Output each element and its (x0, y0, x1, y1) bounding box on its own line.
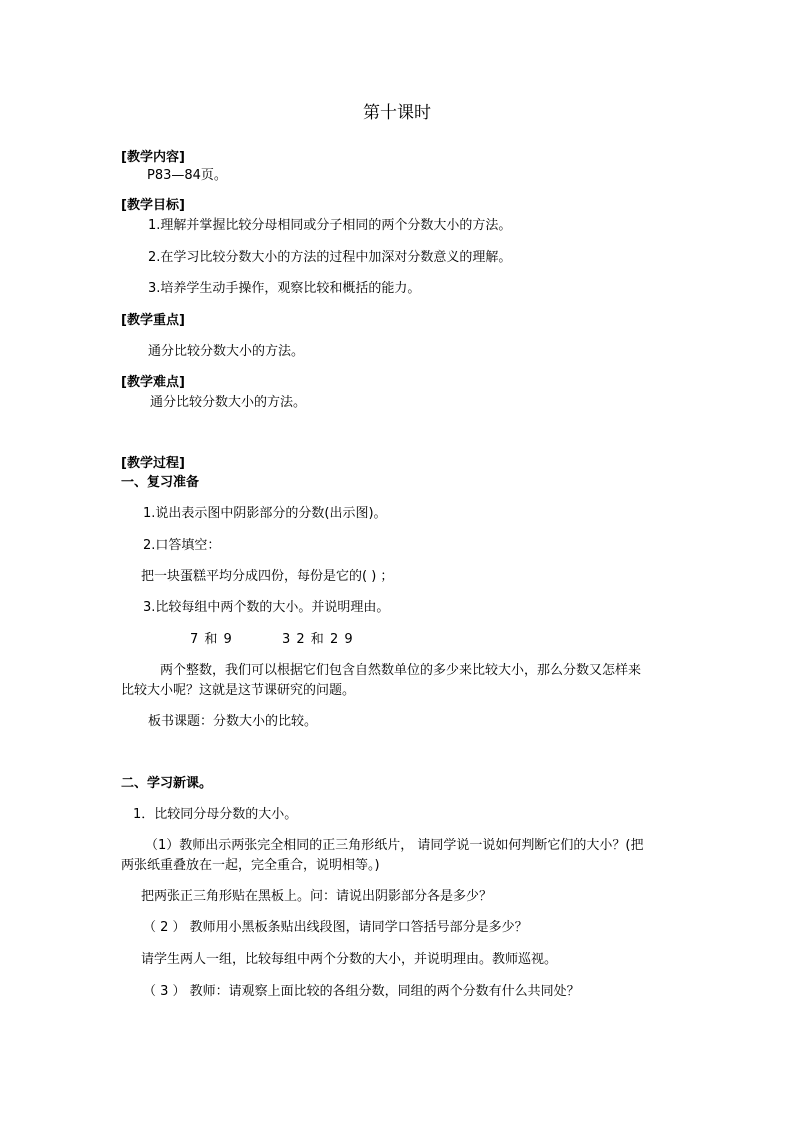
intro-paragraph-line-1: 两个整数，我们可以根据它们包含自然数单位的多少来比较大小，那么分数又怎样来 (160, 663, 642, 678)
section-2-heading: 二、学习新课。 (121, 776, 213, 791)
number-pair-1: 7 和 9 (190, 632, 233, 647)
goal-item-3: 3.培养学生动手操作，观察比较和概括的能力。 (148, 281, 421, 296)
activity-1-line-2: 两张纸重叠放在一起，完全重合，说明相等。) (121, 858, 380, 873)
goal-item-1: 1.理解并掌握比较分母相同或分子相同的两个分数大小的方法。 (148, 218, 512, 233)
page-title: 第十课时 (363, 103, 431, 123)
review-fill-blank: 把一块蛋糕平均分成四份，每份是它的( ) ； (141, 569, 394, 584)
key-text: 通分比较分数大小的方法。 (148, 344, 305, 359)
difficulty-heading: [教学难点] (121, 375, 185, 390)
activity-1-line-1: （1）教师出示两张完全相同的正三角形纸片， 请同学说一说如何判断它们的大小？(把 (145, 838, 644, 853)
new-item-1: 1．比较同分母分数的大小。 (133, 807, 298, 822)
content-heading: [教学内容] (121, 150, 185, 165)
goal-item-2: 2.在学习比较分数大小的方法的过程中加深对分数意义的理解。 (148, 250, 512, 265)
review-item-3: 3.比较每组中两个数的大小。并说明理由。 (143, 600, 390, 615)
review-item-2: 2.口答填空： (143, 538, 221, 553)
activity-4: 请学生两人一组，比较每组中两个分数的大小，并说明理由。教师巡视。 (141, 952, 558, 967)
number-pair-2: 3 2 和 2 9 (282, 632, 354, 647)
difficulty-text: 通分比较分数大小的方法。 (150, 395, 307, 410)
goals-heading: [教学目标] (121, 198, 185, 213)
activity-5: （ 3 ） 教师：请观察上面比较的各组分数，同组的两个分数有什么共同处？ (143, 984, 580, 999)
activity-3: （ 2 ） 教师用小黑板条贴出线段图，请同学口答括号部分是多少？ (143, 920, 528, 935)
process-heading: [教学过程] (121, 456, 185, 471)
key-heading: [教学重点] (121, 313, 185, 328)
intro-paragraph-line-2: 比较大小呢？这就是这节课研究的问题。 (121, 683, 356, 698)
activity-2: 把两张正三角形贴在黑板上。问：请说出阴影部分各是多少？ (141, 889, 493, 904)
content-pages: P83—84页。 (147, 168, 227, 183)
section-1-heading: 一、复习准备 (121, 475, 200, 490)
review-item-1: 1.说出表示图中阴影部分的分数(出示图)。 (143, 506, 387, 521)
board-title: 板书课题：分数大小的比较。 (148, 714, 318, 729)
